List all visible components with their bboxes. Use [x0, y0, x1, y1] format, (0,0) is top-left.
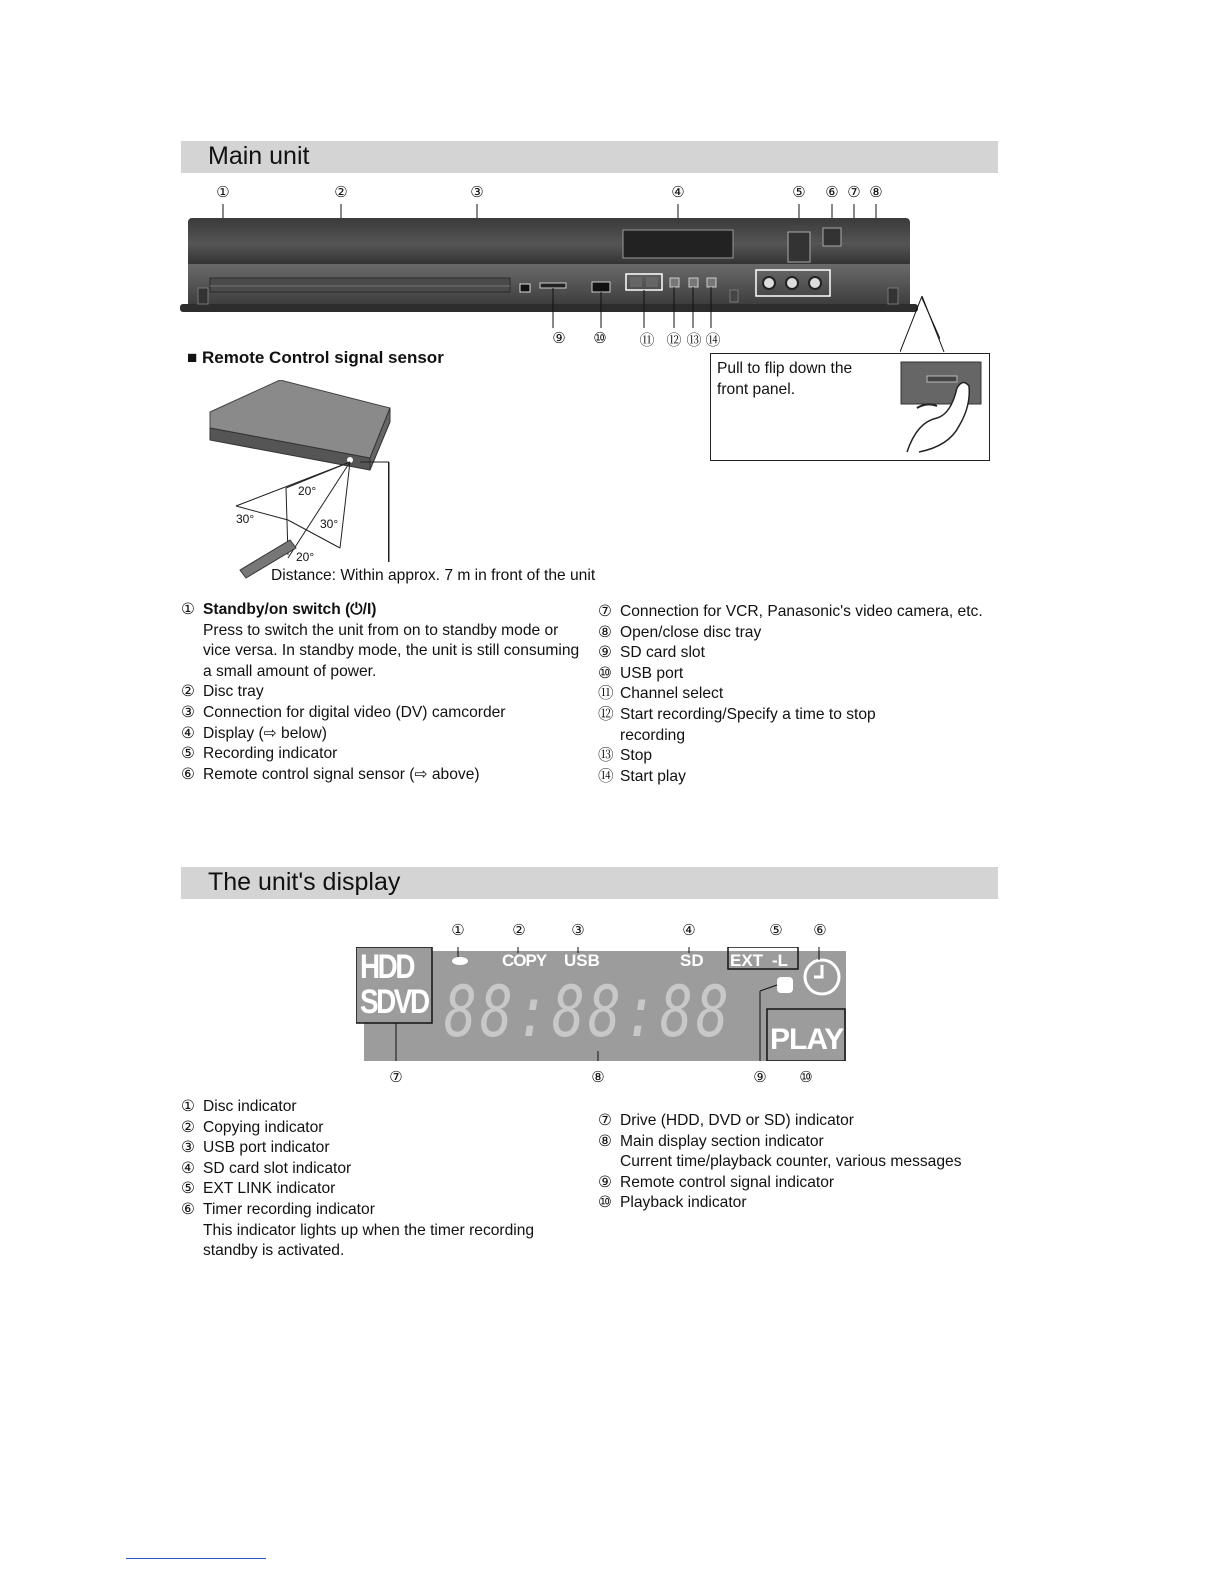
item-description: Current time/playback counter, various messages	[620, 1153, 962, 1171]
item-number: ⑤	[181, 1180, 195, 1198]
item-number: ⑩	[598, 664, 612, 682]
flip-pointer-lines	[900, 290, 1000, 360]
callout-6: ⑥	[825, 184, 839, 201]
item-number: ④	[181, 724, 195, 742]
callout-11: ⑪	[639, 332, 655, 349]
list-item	[598, 1193, 998, 1214]
list-item	[181, 1097, 581, 1118]
item-number: ⑭	[598, 767, 614, 785]
item-label: SD card slot	[620, 644, 705, 662]
item-label: EXT LINK indicator	[203, 1180, 336, 1198]
list-item	[598, 767, 998, 788]
section-title: The unit's display	[208, 868, 401, 896]
item-description: Press to switch the unit from on to standby mode or vice versa. In standby mode, the unit is still consuming a small amount of power.	[203, 621, 580, 680]
item-number: ③	[181, 703, 195, 721]
flip-panel-note-box	[710, 353, 990, 461]
list-item	[181, 1179, 581, 1200]
display-callout-5: ⑤	[769, 922, 783, 939]
item-number: ⑤	[181, 745, 195, 763]
footer-rule	[126, 1558, 266, 1559]
callout-4: ④	[671, 184, 685, 201]
item-label: Connection for digital video (DV) camcorder	[203, 703, 506, 721]
item-number: ⑦	[598, 1112, 612, 1129]
main-segment-digits: 88:88:88	[444, 971, 732, 1053]
list-item	[181, 1118, 581, 1139]
main-unit-list-right	[598, 602, 998, 787]
item-label: Open/close disc tray	[620, 623, 762, 641]
distance-note: Distance: Within approx. 7 m in front of the unit	[271, 567, 596, 584]
list-item	[598, 1173, 998, 1194]
item-label: Recording indicator	[203, 745, 338, 763]
display-panel	[356, 947, 846, 1061]
display-callout-6: ⑥	[813, 922, 827, 939]
list-item	[181, 1200, 573, 1262]
item-number: ⑬	[598, 747, 614, 765]
callout-12: ⑫	[666, 332, 682, 349]
item-number: ②	[181, 683, 195, 701]
angle-label-4: 20°	[296, 550, 315, 564]
callout-3: ③	[470, 184, 484, 201]
list-item	[598, 1111, 998, 1132]
sdvd-indicator: SDVD	[360, 983, 428, 1021]
display-callout-10: ⑩	[799, 1069, 813, 1086]
hand-flip-illustration	[897, 356, 987, 456]
list-item	[181, 703, 581, 724]
item-label: SD card slot indicator	[203, 1159, 352, 1177]
item-label: Remote control signal sensor (⇨ above)	[203, 765, 480, 783]
callout-5: ⑤	[792, 184, 806, 201]
display-callout-8: ⑧	[591, 1069, 605, 1086]
item-number: ②	[181, 1118, 195, 1136]
item-description: This indicator lights up when the timer recording standby is activated.	[203, 1221, 535, 1260]
list-item	[181, 600, 581, 682]
list-item	[181, 682, 581, 703]
item-label: Start recording/Specify a time to stop recording	[620, 705, 876, 744]
callout-2: ②	[334, 184, 348, 201]
angle-label-2: 30°	[236, 512, 255, 526]
display-callout-2: ②	[512, 922, 526, 939]
callout-10: ⑩	[593, 330, 607, 347]
list-item	[181, 765, 581, 786]
item-number: ⑥	[181, 1200, 195, 1218]
copy-indicator: COPY	[502, 951, 547, 970]
callout-14: ⑭	[705, 332, 721, 349]
item-label: Channel select	[620, 685, 724, 703]
list-item	[181, 1159, 581, 1180]
sd-indicator: SD	[680, 951, 704, 970]
display-callout-4: ④	[682, 922, 696, 939]
item-number: ⑨	[598, 1173, 612, 1191]
display-list-left	[181, 1097, 581, 1262]
section-banner-display	[181, 867, 998, 899]
item-label: Timer recording indicator	[203, 1200, 375, 1218]
item-label: Start play	[620, 767, 686, 785]
callout-1: ①	[216, 184, 230, 201]
hdd-indicator: HDD	[360, 948, 414, 986]
item-number: ⑦	[598, 603, 612, 620]
item-label: USB port	[620, 664, 684, 682]
callout-8: ⑧	[869, 184, 883, 201]
item-label: Connection for VCR, Panasonic's video camera, etc.	[620, 603, 983, 620]
item-number: ⑪	[598, 685, 614, 703]
play-indicator: PLAY	[770, 1023, 844, 1056]
item-label: USB port indicator	[203, 1139, 330, 1157]
item-number: ⑧	[598, 1132, 612, 1150]
item-number: ⑩	[598, 1194, 612, 1212]
list-item	[598, 643, 998, 664]
item-number: ⑫	[598, 705, 614, 723]
display-callout-7: ⑦	[389, 1069, 403, 1086]
list-item	[598, 602, 998, 623]
angle-label-3: 30°	[320, 517, 339, 531]
list-item	[598, 664, 998, 685]
display-callout-9: ⑨	[753, 1069, 767, 1086]
list-item	[598, 623, 998, 644]
display-callout-3: ③	[571, 922, 585, 939]
item-number: ①	[181, 1098, 195, 1115]
section-banner-main-unit	[181, 141, 998, 173]
item-label: Stop	[620, 747, 653, 765]
angle-label-1: 20°	[298, 484, 317, 498]
item-label: Standby/on switch (⏻/I)	[203, 601, 377, 618]
item-label: Main display section indicator	[620, 1132, 824, 1150]
item-number: ⑥	[181, 765, 195, 783]
flip-panel-note: Pull to flip down the front panel.	[717, 360, 853, 398]
item-number: ⑧	[598, 623, 612, 641]
list-item	[598, 705, 920, 746]
main-unit-list-left	[181, 600, 581, 785]
list-item	[181, 744, 581, 765]
item-label: Playback indicator	[620, 1194, 747, 1212]
main-unit-illustration	[180, 198, 940, 350]
remote-sensor-heading: ■ Remote Control signal sensor	[187, 348, 444, 367]
list-item	[181, 1138, 581, 1159]
item-label: Remote control signal indicator	[620, 1173, 835, 1191]
item-label: Disc indicator	[203, 1098, 297, 1115]
item-label: Disc tray	[203, 683, 264, 701]
item-label: Drive (HDD, DVD or SD) indicator	[620, 1112, 854, 1129]
callout-13: ⑬	[686, 332, 702, 349]
item-number: ①	[181, 601, 195, 618]
callout-7: ⑦	[847, 184, 861, 201]
item-label: Display (⇨ below)	[203, 724, 327, 742]
link-indicator: -L	[772, 951, 789, 970]
item-number: ③	[181, 1139, 195, 1157]
section-title: Main unit	[208, 142, 310, 170]
list-item	[598, 1132, 998, 1173]
item-label: Copying indicator	[203, 1118, 324, 1136]
callout-9: ⑨	[552, 330, 566, 347]
usb-indicator: USB	[564, 951, 600, 970]
item-number: ④	[181, 1159, 195, 1177]
display-list-right	[598, 1111, 998, 1214]
list-item	[598, 746, 998, 767]
ext-indicator: EXT	[730, 951, 764, 970]
display-callout-1: ①	[451, 922, 465, 939]
list-item	[598, 684, 998, 705]
list-item	[181, 724, 581, 745]
item-number: ⑨	[598, 644, 612, 662]
